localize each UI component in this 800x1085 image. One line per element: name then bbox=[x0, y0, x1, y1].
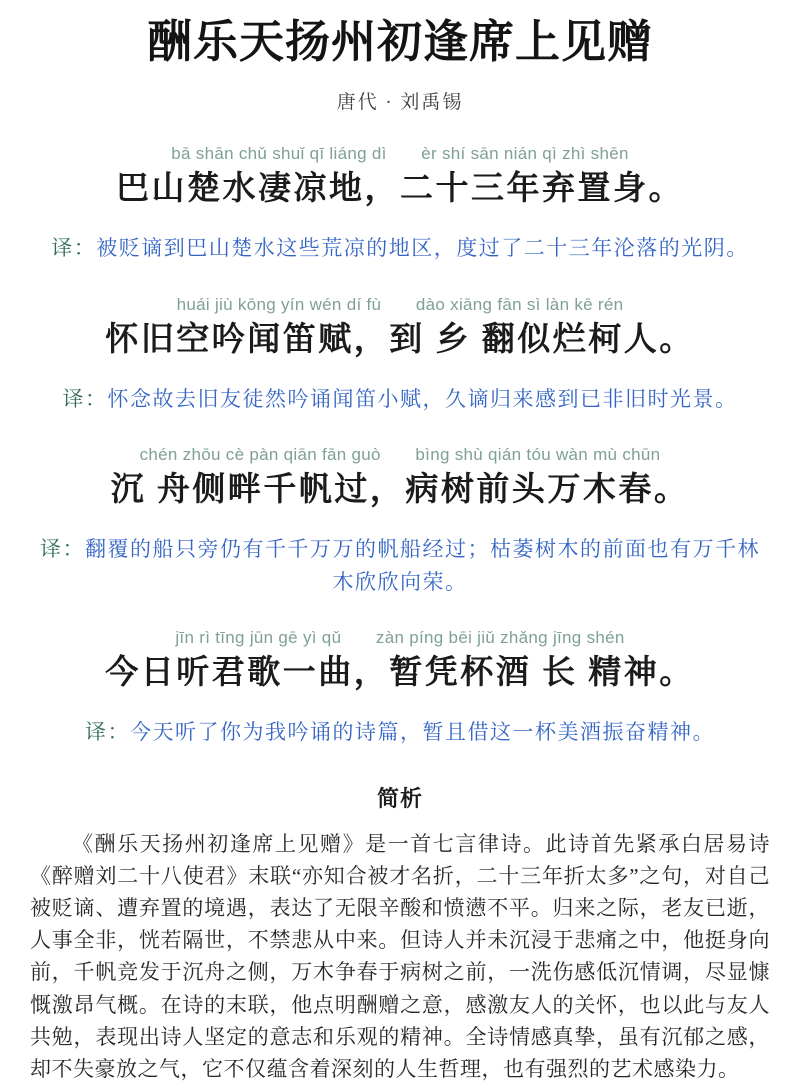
pinyin-line: chén zhōu cè pàn qiān fān guò bìng shù qián tóu wàn mù chūn bbox=[139, 445, 661, 465]
pinyin-line: huái jiù kōng yín wén dí fù dào xiāng fān sì làn kē rén bbox=[176, 294, 624, 314]
analysis-paragraph: 《酬乐天扬州初逢席上见赠》是一首七言律诗。此诗首先紧承白居易诗《醉赠刘二十八使君》末联“亦知合被才名折，二十三年折太多”之句，对自己被贬谪、遭弃置的境遇，表达了无限辛酸和愤懑不平。归来之际，老友已逝，人事全非，恍若隔世，不禁悲从中来。但诗人并未沉浸于悲痛之中，他挺身向前，千帆竞发于沉舟之侧，万木争春于病树之前，一洗伤感低沉情调，尽显慷慨激昂气概。在诗的末联，他点明酬赠之意，感激友人的关怀，也以此与友人共勉，表现出诗人坚定的意志和乐观的精神。全诗情感真挚，虽有沉郁之感，却不失豪放之气，它不仅蕴含着深刻的人生哲理，也有强烈的艺术感染力。 bbox=[30, 831, 770, 1081]
verse-line: 巴山楚水凄凉地，二十三年弃置身。 bbox=[116, 171, 684, 208]
stanza-4 bbox=[30, 627, 770, 749]
translation-label: 译： bbox=[85, 720, 130, 745]
verse-line: 怀旧空吟闻笛赋，到 乡 翻似烂柯人。 bbox=[105, 321, 695, 358]
pinyin-line: jīn rì tīng jūn gē yì qǔ zàn píng bēi jiǔ zhǎng jīng shén bbox=[175, 628, 625, 648]
stanza-3 bbox=[30, 444, 770, 598]
stanza-2 bbox=[30, 294, 770, 416]
translation-line bbox=[30, 716, 770, 749]
translation-text: 今天听了你为我吟诵的诗篇，暂且借这一杯美酒振奋精神。 bbox=[130, 720, 715, 745]
translation-line bbox=[30, 383, 770, 416]
page-title: 酬乐天扬州初逢席上见赠 bbox=[146, 17, 653, 67]
translation-text: 怀念故去旧友徒然吟诵闻笛小赋，久谪归来感到已非旧时光景。 bbox=[107, 386, 738, 411]
stanza-1 bbox=[30, 143, 770, 265]
translation-line bbox=[30, 533, 770, 598]
verse-line: 今日听君歌一曲，暂凭杯酒 长 精神。 bbox=[105, 655, 695, 692]
verse-line: 沉 舟侧畔千帆过，病树前头万木春。 bbox=[110, 472, 690, 509]
translation-label: 译： bbox=[62, 386, 108, 411]
translation-text: 被贬谪到巴山楚水这些荒凉的地区，度过了二十三年沦落的光阴。 bbox=[96, 236, 749, 261]
translation-label: 译： bbox=[40, 537, 85, 562]
translation-line bbox=[30, 232, 770, 265]
pinyin-line: bā shān chǔ shuǐ qī liáng dì èr shí sān nián qì zhì shēn bbox=[171, 144, 629, 164]
translation-label: 译： bbox=[51, 236, 97, 261]
analysis-heading: 简析 bbox=[376, 785, 423, 811]
author-line: 唐代 · 刘禹锡 bbox=[336, 92, 464, 114]
translation-text: 翻覆的船只旁仍有千千万万的帆船经过；枯萎树木的前面也有万千林木欣欣向荣。 bbox=[85, 537, 760, 594]
